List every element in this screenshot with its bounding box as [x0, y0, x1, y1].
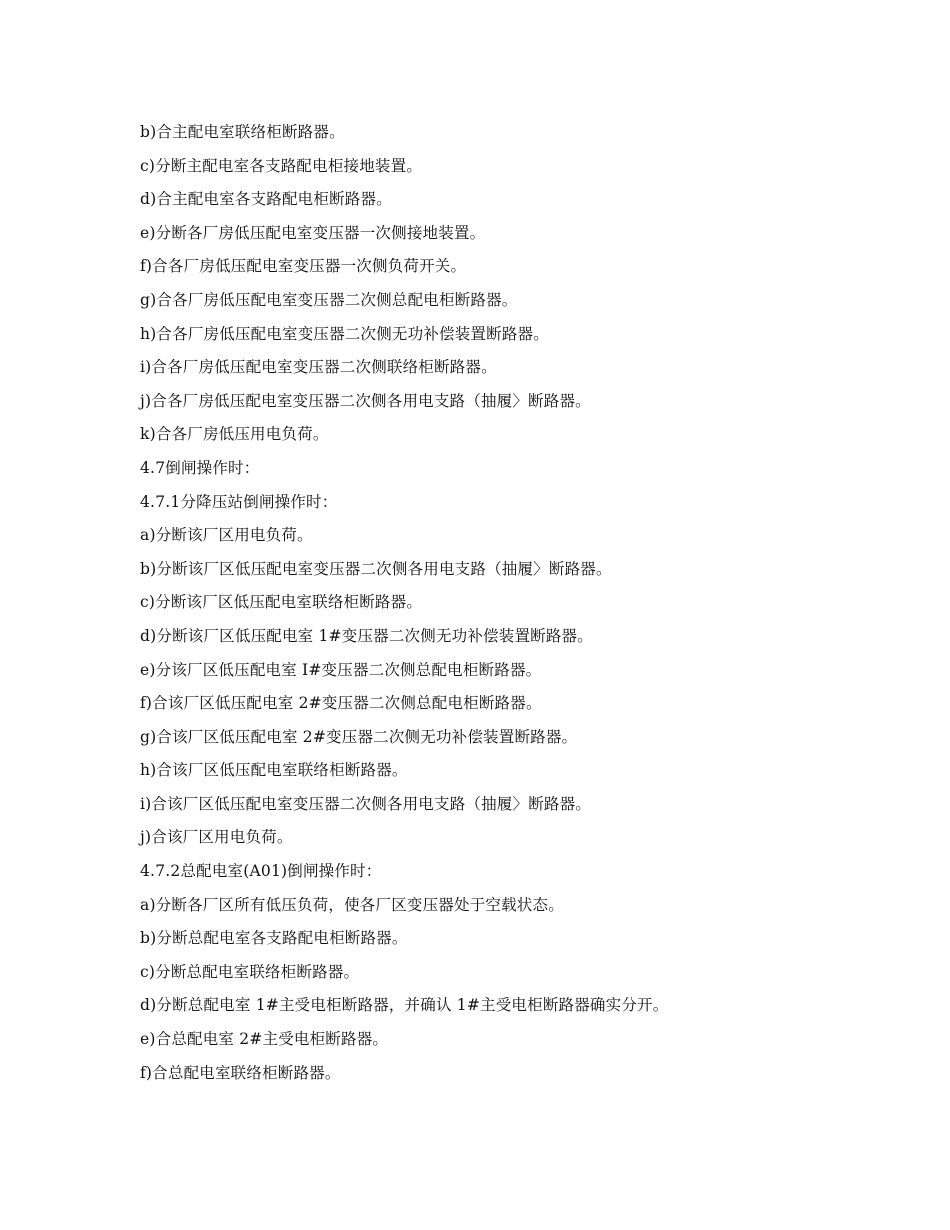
subsection-heading: 4.7.1分降压站倒闸操作时： [140, 492, 338, 511]
text-line: g)合该厂区低压配电室 2#变压器二次侧无功补偿装置断路器。 [140, 727, 578, 746]
text-line: b)合主配电室联络柜断路器。 [140, 123, 345, 141]
text-line: k)合各厂房低压用电负荷。 [140, 425, 329, 444]
text-line: j)合各厂房低压配电室变压器二次侧各用电支路（抽履〉断路器。 [140, 391, 591, 410]
section-heading: 4.7倒闸操作时： [140, 458, 260, 477]
text-line: h)合各厂房低压配电室变压器二次侧无功补偿装置断路器。 [140, 324, 549, 343]
subsection-heading: 4.7.2总配电室(A01)倒闸操作时： [140, 862, 382, 881]
text-line: c)分断该厂区低压配电室联络柜断路器。 [140, 593, 423, 612]
text-line: d)合主配电室各支路配电柜断路器。 [140, 190, 392, 209]
text-line: a)分断该厂区用电负荷。 [140, 526, 313, 545]
text-line: d)分断该厂区低压配电室 1#变压器二次侧无功补偿装置断路器。 [140, 626, 593, 645]
text-line: h)合该厂区低压配电室联络柜断路器。 [140, 761, 408, 780]
text-line: e)分该厂区低压配电室 I#变压器二次侧总配电柜断路器。 [140, 660, 542, 679]
text-line: g)合各厂房低压配电室变压器二次侧总配电柜断路器。 [140, 290, 518, 309]
text-line: e)合总配电室 2#主受电柜断路器。 [140, 1030, 389, 1049]
text-line: b)分断该厂区低压配电室变压器二次侧各用电支路（抽履〉断路器。 [140, 559, 612, 578]
text-line: i)合各厂房低压配电室变压器二次侧联络柜断路器。 [140, 358, 497, 377]
text-line: f)合总配电室联络柜断路器。 [140, 1063, 341, 1082]
text-line: f)合各厂房低压配电室变压器一次侧负荷开关。 [140, 257, 467, 276]
text-line: i)合该厂区低压配电室变压器二次侧各用电支路（抽履〉断路器。 [140, 794, 592, 813]
text-line: f)合该厂区低压配电室 2#变压器二次侧总配电柜断路器。 [140, 694, 542, 713]
text-line: j)合该厂区用电负荷。 [140, 828, 293, 847]
document-body [140, 116, 840, 1090]
text-line: d)分断总配电室 1#主受电柜断路器，并确认 1#主受电柜断路器确实分开。 [140, 996, 669, 1015]
text-line: c)分断总配电室联络柜断路器。 [140, 962, 360, 981]
text-line: c)分断主配电室各支路配电柜接地装置。 [140, 156, 423, 175]
text-line: b)分断总配电室各支路配电柜断路器。 [140, 929, 408, 948]
text-line: a)分断各厂区所有低压负荷，使各厂区变压器处于空载状态。 [140, 895, 564, 914]
text-line: e)分断各厂房低压配电室变压器一次侧接地装置。 [140, 223, 486, 242]
